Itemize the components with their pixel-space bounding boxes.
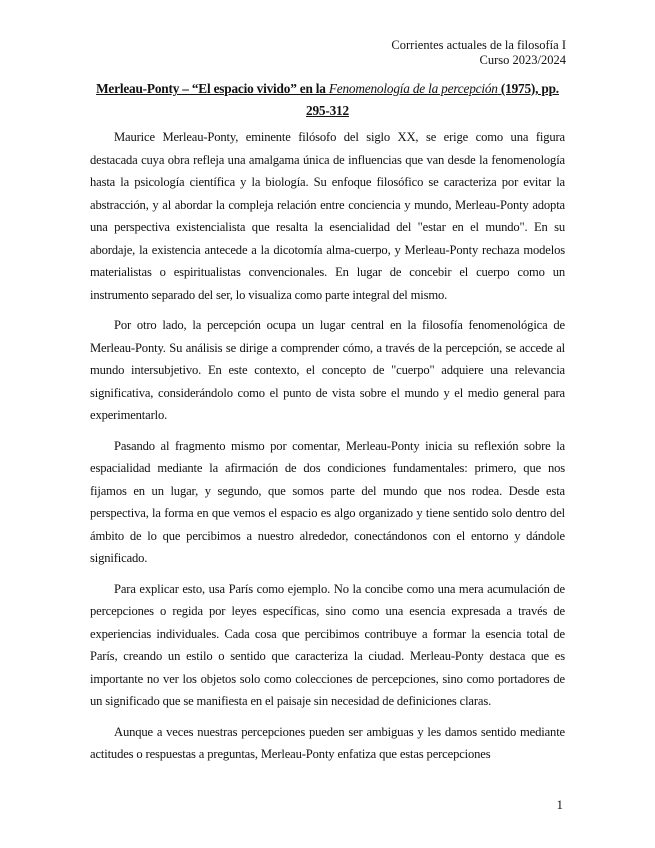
header-course-year: Curso 2023/2024 bbox=[479, 53, 566, 67]
title-part-2: (1975), pp. 295-312 bbox=[306, 81, 559, 118]
paragraph-5: Aunque a veces nuestras percepciones pueden ser ambiguas y les damos sentido mediante actitudes o respuestas a preguntas, Merleau-Ponty enfatiza que estas percepciones bbox=[90, 724, 565, 761]
header-course-title: Corrientes actuales de la filosofía I bbox=[391, 38, 566, 52]
document-body bbox=[90, 126, 565, 774]
title-book-italic: Fenomenología de la percepción bbox=[328, 81, 498, 96]
page-number: 1 bbox=[556, 797, 563, 812]
paragraph-2: Por otro lado, la percepción ocupa un lugar central en la filosofía fenomenológica de Merleau-Ponty. Su análisis se dirige a comprender cómo, a través de la percepción, se accede al mundo intersubjetivo. En este contexto, el concepto de "cuerpo" adquiere una relevancia significativa, considerándolo como el punto de vista sobre el mundo y el medio general para experimentarlo. bbox=[90, 318, 565, 422]
title-part-1: Merleau-Ponty – “El espacio vivido” en la bbox=[96, 81, 329, 96]
paragraph-3: Pasando al fragmento mismo por comentar, Merleau-Ponty inicia su reflexión sobre la espacialidad mediante la afirmación de dos condiciones fundamentales: primero, que nos fijamos en un lugar, y segundo, que somos parte del mundo que nos rodea. Desde esta perspectiva, la forma en que vemos el espacio es algo organizado y tiene sentido solo dentro del ámbito de lo que percibimos a nuestro alrededor, conectándonos con el entorno y dándole significado. bbox=[90, 438, 565, 565]
paragraph-1: Maurice Merleau-Ponty, eminente filósofo del siglo XX, se erige como una figura destacada cuya obra refleja una amalgama única de influencias que van desde la fenomenología hasta la psicología científica y la biología. Su enfoque filosófico se caracteriza por evitar la abstracción, y al abordar la compleja relación entre conciencia y mundo, Merleau-Ponty adopta una perspectiva existencialista que resalta la esencialidad del "estar en el mundo". En su abordaje, la existencia antecede a la dicotomía alma-cuerpo, y Merleau-Ponty rechaza modelos materialistas o espiritualistas convencionales. En lugar de concebir el cuerpo como un instrumento separado del ser, lo visualiza como parte integral del mismo. bbox=[90, 130, 565, 302]
paragraph-4: Para explicar esto, usa París como ejemplo. No la concibe como una mera acumulación de percepciones o regida por leyes específicas, sino como una esencia expresada a través de experiencias individuales. Cada cosa que percibimos contribuye a formar la esencia total de París, creando un estilo o sentido que caracteriza la ciudad. Merleau-Ponty destaca que es importante no ver los objetos solo como colecciones de percepciones, sino como portadores de un significado que se manifiesta en el paisaje sin necesidad de definiciones claras. bbox=[90, 581, 565, 708]
document-title bbox=[90, 78, 565, 122]
course-header bbox=[391, 38, 566, 68]
